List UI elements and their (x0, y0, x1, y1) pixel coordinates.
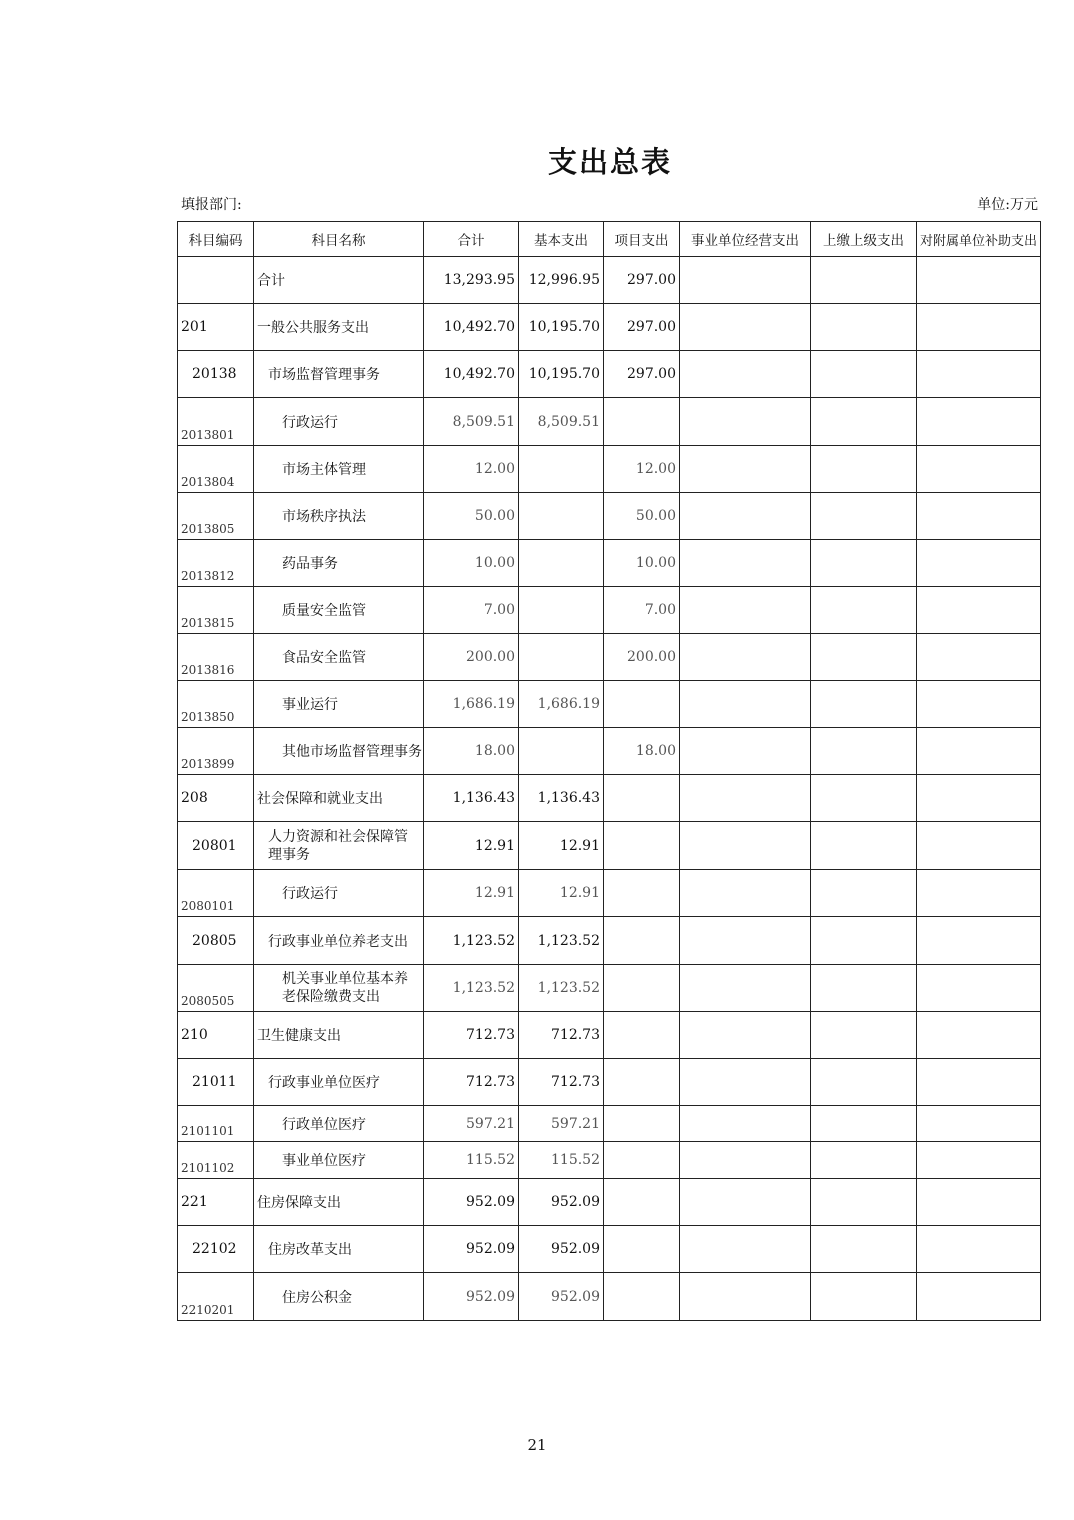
table-row (178, 304, 1041, 351)
col-header: 项目支出 (604, 222, 680, 257)
row-business (680, 540, 811, 587)
row-remit (811, 870, 917, 917)
row-business (680, 1273, 811, 1321)
row-basic (519, 587, 604, 634)
row-total: 10,492.70 (424, 304, 519, 351)
row-remit (811, 1142, 917, 1179)
row-remit (811, 587, 917, 634)
row-subsidy (917, 304, 1041, 351)
row-business (680, 493, 811, 540)
row-name: 卫生健康支出 (254, 1012, 424, 1059)
table-row (178, 446, 1041, 493)
row-remit (811, 446, 917, 493)
row-code: 2080101 (178, 870, 254, 917)
row-business (680, 870, 811, 917)
expenditure-table (177, 221, 1041, 1321)
table-row (178, 351, 1041, 398)
row-name: 市场主体管理 (254, 446, 424, 493)
row-code: 22102 (178, 1226, 254, 1273)
row-basic: 712.73 (519, 1059, 604, 1106)
row-basic: 1,686.19 (519, 681, 604, 728)
row-code: 2210201 (178, 1273, 254, 1321)
row-subsidy (917, 257, 1041, 304)
row-code: 2101101 (178, 1106, 254, 1142)
table-row (178, 1226, 1041, 1273)
unit-label: 单位:万元 (977, 197, 1038, 213)
table-row (178, 398, 1041, 446)
row-project: 10.00 (604, 540, 680, 587)
row-total: 7.00 (424, 587, 519, 634)
row-project: 12.00 (604, 446, 680, 493)
row-code: 20138 (178, 351, 254, 398)
table-row (178, 822, 1041, 870)
row-project (604, 1226, 680, 1273)
page-title: 支出总表 (547, 145, 672, 179)
row-business (680, 1179, 811, 1226)
row-business (680, 681, 811, 728)
row-subsidy (917, 917, 1041, 965)
row-code: 2080505 (178, 965, 254, 1012)
row-total: 1,123.52 (424, 917, 519, 965)
row-project (604, 1106, 680, 1142)
col-header: 对附属单位补助支出 (917, 222, 1041, 257)
row-remit (811, 965, 917, 1012)
table-row (178, 1059, 1041, 1106)
row-subsidy (917, 1059, 1041, 1106)
row-subsidy (917, 398, 1041, 446)
row-remit (811, 1179, 917, 1226)
row-code: 21011 (178, 1059, 254, 1106)
row-subsidy (917, 540, 1041, 587)
row-project (604, 822, 680, 870)
row-name: 事业单位医疗 (254, 1142, 424, 1179)
row-remit (811, 1273, 917, 1321)
row-total: 1,123.52 (424, 965, 519, 1012)
row-project: 7.00 (604, 587, 680, 634)
row-remit (811, 1059, 917, 1106)
row-name: 行政事业单位养老支出 (254, 917, 424, 965)
row-business (680, 775, 811, 822)
row-code: 2013805 (178, 493, 254, 540)
row-total: 712.73 (424, 1012, 519, 1059)
row-project: 18.00 (604, 728, 680, 775)
row-project: 200.00 (604, 634, 680, 681)
row-business (680, 257, 811, 304)
row-name: 机关事业单位基本养老保险缴费支出 (254, 965, 424, 1012)
row-basic: 10,195.70 (519, 351, 604, 398)
row-subsidy (917, 965, 1041, 1012)
row-name: 行政单位医疗 (254, 1106, 424, 1142)
row-project (604, 1059, 680, 1106)
row-subsidy (917, 587, 1041, 634)
table-row (178, 1179, 1041, 1226)
row-business (680, 1226, 811, 1273)
row-remit (811, 822, 917, 870)
row-business (680, 917, 811, 965)
row-business (680, 822, 811, 870)
row-business (680, 1012, 811, 1059)
row-name: 行政事业单位医疗 (254, 1059, 424, 1106)
row-total: 200.00 (424, 634, 519, 681)
row-basic: 712.73 (519, 1012, 604, 1059)
table-row (178, 540, 1041, 587)
row-subsidy (917, 493, 1041, 540)
row-business (680, 446, 811, 493)
row-total: 1,686.19 (424, 681, 519, 728)
row-total: 12.91 (424, 870, 519, 917)
row-code: 2013899 (178, 728, 254, 775)
col-header: 事业单位经营支出 (680, 222, 811, 257)
row-remit (811, 634, 917, 681)
table-row (178, 1273, 1041, 1321)
row-business (680, 965, 811, 1012)
row-subsidy (917, 351, 1041, 398)
row-name: 人力资源和社会保障管理事务 (254, 822, 424, 870)
row-total: 12.00 (424, 446, 519, 493)
row-basic: 12.91 (519, 822, 604, 870)
row-name: 住房公积金 (254, 1273, 424, 1321)
row-project (604, 870, 680, 917)
row-remit (811, 1012, 917, 1059)
row-total: 1,136.43 (424, 775, 519, 822)
row-name: 行政运行 (254, 870, 424, 917)
row-name: 住房改革支出 (254, 1226, 424, 1273)
table-row (178, 917, 1041, 965)
row-name: 社会保障和就业支出 (254, 775, 424, 822)
row-project (604, 1273, 680, 1321)
row-basic: 952.09 (519, 1179, 604, 1226)
row-project: 297.00 (604, 304, 680, 351)
row-code: 2101102 (178, 1142, 254, 1179)
row-code: 2013850 (178, 681, 254, 728)
col-header: 基本支出 (519, 222, 604, 257)
row-subsidy (917, 1012, 1041, 1059)
row-code: 208 (178, 775, 254, 822)
row-project: 297.00 (604, 351, 680, 398)
row-subsidy (917, 1142, 1041, 1179)
row-total: 115.52 (424, 1142, 519, 1179)
table-row (178, 634, 1041, 681)
row-basic (519, 540, 604, 587)
row-name: 食品安全监管 (254, 634, 424, 681)
row-basic: 597.21 (519, 1106, 604, 1142)
row-basic: 12.91 (519, 870, 604, 917)
row-subsidy (917, 775, 1041, 822)
row-basic (519, 446, 604, 493)
row-code: 2013801 (178, 398, 254, 446)
row-project (604, 775, 680, 822)
row-code (178, 257, 254, 304)
table-row (178, 257, 1041, 304)
table-row (178, 1142, 1041, 1179)
row-basic (519, 728, 604, 775)
row-business (680, 398, 811, 446)
row-total: 597.21 (424, 1106, 519, 1142)
row-name: 市场秩序执法 (254, 493, 424, 540)
row-remit (811, 398, 917, 446)
table-header-row (178, 222, 1041, 257)
row-total: 952.09 (424, 1226, 519, 1273)
row-basic: 12,996.95 (519, 257, 604, 304)
row-subsidy (917, 1226, 1041, 1273)
row-remit (811, 728, 917, 775)
row-total: 13,293.95 (424, 257, 519, 304)
row-name: 市场监督管理事务 (254, 351, 424, 398)
col-header: 科目名称 (254, 222, 424, 257)
row-name: 药品事务 (254, 540, 424, 587)
row-project (604, 917, 680, 965)
table-row (178, 493, 1041, 540)
row-name: 一般公共服务支出 (254, 304, 424, 351)
row-project (604, 681, 680, 728)
table-row (178, 1012, 1041, 1059)
row-subsidy (917, 870, 1041, 917)
table-row (178, 728, 1041, 775)
row-total: 952.09 (424, 1273, 519, 1321)
row-total: 10,492.70 (424, 351, 519, 398)
table-row (178, 681, 1041, 728)
table-row (178, 870, 1041, 917)
row-total: 10.00 (424, 540, 519, 587)
row-total: 18.00 (424, 728, 519, 775)
row-subsidy (917, 728, 1041, 775)
row-basic (519, 493, 604, 540)
row-code: 2013816 (178, 634, 254, 681)
row-business (680, 351, 811, 398)
row-subsidy (917, 1273, 1041, 1321)
row-remit (811, 540, 917, 587)
row-code: 210 (178, 1012, 254, 1059)
row-total: 952.09 (424, 1179, 519, 1226)
row-remit (811, 351, 917, 398)
row-remit (811, 775, 917, 822)
row-project (604, 1179, 680, 1226)
row-project (604, 1012, 680, 1059)
row-name: 住房保障支出 (254, 1179, 424, 1226)
row-project: 50.00 (604, 493, 680, 540)
row-remit (811, 1106, 917, 1142)
row-project (604, 398, 680, 446)
row-business (680, 1106, 811, 1142)
row-business (680, 587, 811, 634)
row-subsidy (917, 822, 1041, 870)
row-basic: 8,509.51 (519, 398, 604, 446)
row-subsidy (917, 446, 1041, 493)
row-code: 2013804 (178, 446, 254, 493)
row-basic: 1,123.52 (519, 965, 604, 1012)
row-remit (811, 493, 917, 540)
row-basic: 952.09 (519, 1226, 604, 1273)
row-basic: 10,195.70 (519, 304, 604, 351)
row-code: 201 (178, 304, 254, 351)
row-project (604, 965, 680, 1012)
row-total: 50.00 (424, 493, 519, 540)
row-name: 质量安全监管 (254, 587, 424, 634)
row-remit (811, 681, 917, 728)
row-total: 8,509.51 (424, 398, 519, 446)
col-header: 科目编码 (178, 222, 254, 257)
table-row (178, 587, 1041, 634)
table-row (178, 965, 1041, 1012)
row-code: 20805 (178, 917, 254, 965)
dept-label: 填报部门: (181, 197, 242, 213)
row-remit (811, 1226, 917, 1273)
row-code: 2013815 (178, 587, 254, 634)
row-remit (811, 257, 917, 304)
row-remit (811, 304, 917, 351)
col-header: 上缴上级支出 (811, 222, 917, 257)
row-name: 事业运行 (254, 681, 424, 728)
row-name: 合计 (254, 257, 424, 304)
row-total: 712.73 (424, 1059, 519, 1106)
row-business (680, 1059, 811, 1106)
row-subsidy (917, 1106, 1041, 1142)
row-code: 2013812 (178, 540, 254, 587)
row-remit (811, 917, 917, 965)
row-name: 其他市场监督管理事务 (254, 728, 424, 775)
row-project: 297.00 (604, 257, 680, 304)
row-business (680, 304, 811, 351)
row-basic: 952.09 (519, 1273, 604, 1321)
row-subsidy (917, 1179, 1041, 1226)
row-basic: 1,123.52 (519, 917, 604, 965)
row-subsidy (917, 634, 1041, 681)
table-row (178, 1106, 1041, 1142)
table-row (178, 775, 1041, 822)
row-subsidy (917, 681, 1041, 728)
row-business (680, 1142, 811, 1179)
row-code: 221 (178, 1179, 254, 1226)
row-business (680, 634, 811, 681)
row-business (680, 728, 811, 775)
row-basic (519, 634, 604, 681)
row-code: 20801 (178, 822, 254, 870)
row-total: 12.91 (424, 822, 519, 870)
col-header: 合计 (424, 222, 519, 257)
row-name: 行政运行 (254, 398, 424, 446)
row-project (604, 1142, 680, 1179)
row-basic: 1,136.43 (519, 775, 604, 822)
row-basic: 115.52 (519, 1142, 604, 1179)
page-number: 21 (527, 1436, 547, 1454)
